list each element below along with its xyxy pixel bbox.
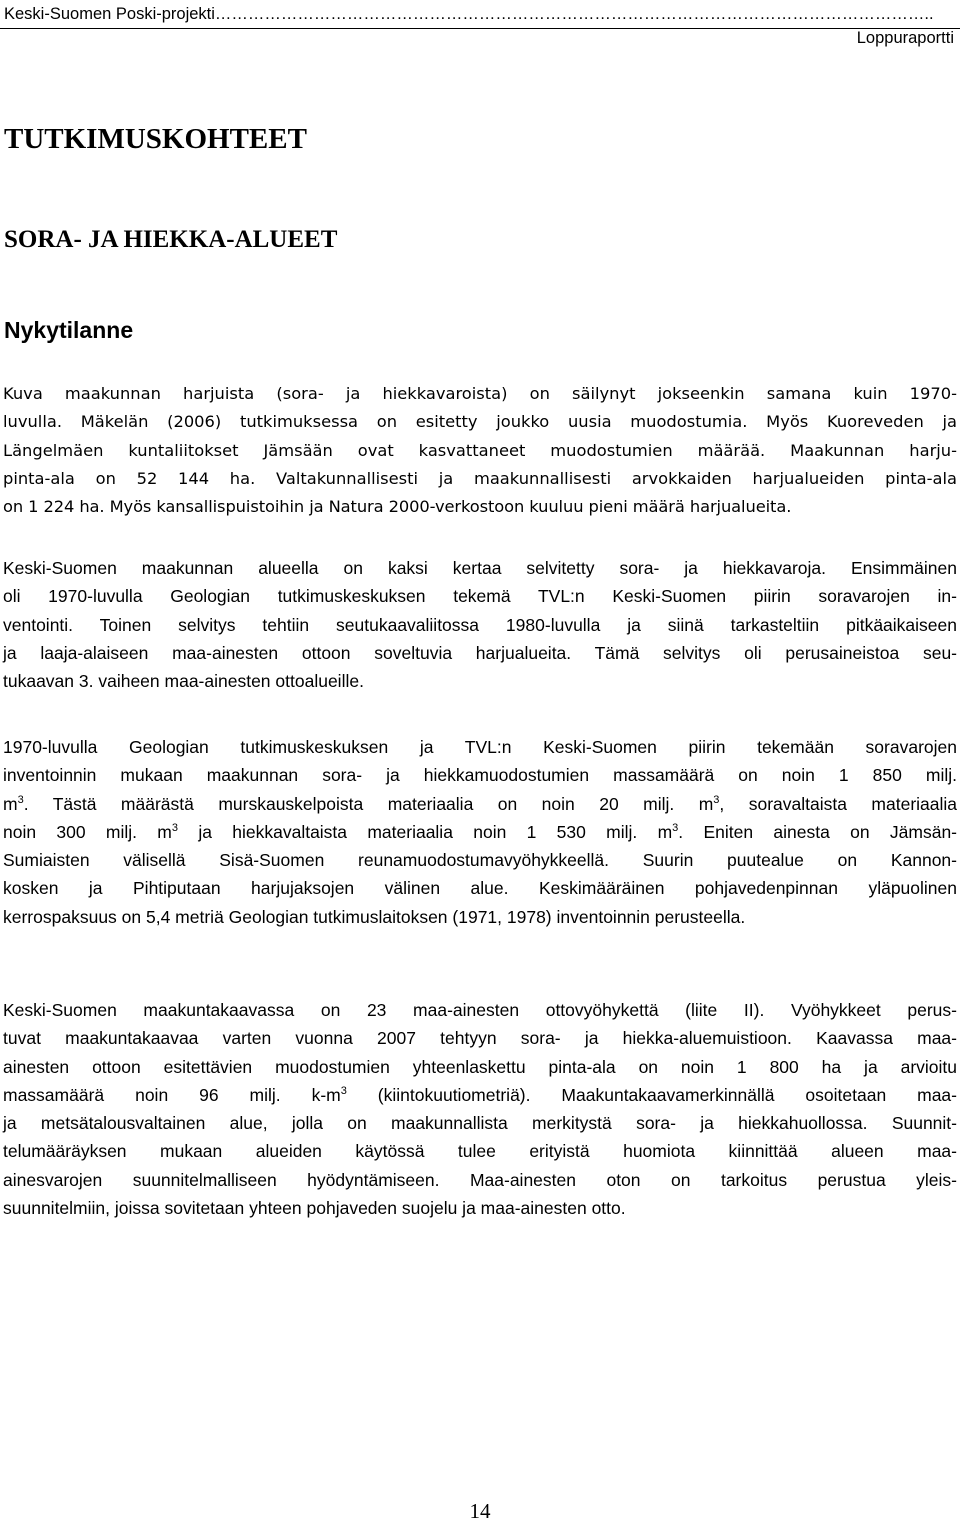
paragraph-line: ainesten ottoon esitettävien muodostumien yhteenlaskettu pinta-ala on noin 1 800 ha ja arvioitu: [3, 1056, 957, 1077]
paragraph-line: tuvat maakuntakaavaa varten vuonna 2007 tehtyyn sora- ja hiekka-aluemuistioon. Kaavassa maa-: [3, 1028, 957, 1049]
paragraph-line: inventoinnin mukaan maakunnan sora- ja hiekkamuodostumien massamäärä on noin 1 850 milj.: [3, 765, 957, 786]
header-report-label: Loppuraportti: [856, 29, 954, 47]
paragraph-line: luvulla. Mäkelän (2006) tutkimuksessa on esitetty joukko uusia muodostumia. Myös Kuoreveden ja: [3, 412, 957, 432]
superscript: 3: [672, 822, 679, 835]
text-run: noin 300 milj. m: [3, 821, 172, 842]
paragraph-line: ja metsätalousvaltainen alue, jolla on maakunnallista merkitystä sora- ja hiekkahuollossa. Suunnit-: [3, 1113, 957, 1134]
paragraph-line: kerrospaksuus on 5,4 metriä Geologian tutkimuslaitoksen (1971, 1978) inventoinnin perusteella.: [3, 906, 746, 927]
text-run: massamäärä noin 96 milj. k-m: [3, 1084, 341, 1105]
paragraph-line: Sumiaisten välisellä Sisä-Suomen reunamuodostumavyöhykkeellä. Suurin puutealue on Kannon-: [3, 850, 957, 871]
paragraph-line: oli 1970-luvulla Geologian tutkimuskeskuksen tekemä TVL:n Keski-Suomen piirin soravarojen in-: [3, 586, 957, 607]
text-run: ja hiekkavaltaista materiaalia noin 1 530 milj. m: [178, 821, 673, 842]
paragraph-line: kosken ja Pihtiputaan harjujaksojen välinen alue. Keskimääräinen pohjavedenpinnan yläpuolinen: [3, 878, 957, 899]
paragraph-line: tukaavan 3. vaiheen maa-ainesten ottoalueille.: [3, 671, 364, 692]
paragraph-line: suunnitelmiin, joissa sovitetaan yhteen pohjaveden suojelu ja maa-ainesten otto.: [3, 1198, 626, 1219]
paragraph-line: on 1 224 ha. Myös kansallispuistoihin ja Natura 2000-verkostoon kuuluu pieni määrä harjualueita.: [3, 497, 792, 517]
superscript: 3: [713, 793, 720, 806]
running-header: [4, 2, 954, 47]
paragraph-regional-plan: [3, 996, 957, 1222]
paragraph-line: Keski-Suomen maakunnan alueella on kaksi kertaa selvitetty sora- ja hiekkavaroja. Ensimmäinen: [3, 558, 957, 578]
header-rule: [0, 28, 960, 29]
paragraph-line: [3, 818, 957, 846]
paragraph-line: ainesvarojen suunnitelmalliseen hyödyntämiseen. Maa-ainesten oton on tarkoitus perustua yleis-: [3, 1169, 957, 1190]
header-project-title: Keski-Suomen Poski-projekti…………………………………………………………………………………………………………………..: [4, 5, 934, 23]
paragraph-line: ja laaja-alaiseen maa-ainesten ottoon soveltuvia harjualueita. Tämä selvitys oli perusaineistoa seu-: [3, 642, 957, 663]
text-run: . Eniten ainesta on Jämsän-: [678, 821, 958, 842]
main-heading: TUTKIMUSKOHTEET: [4, 123, 307, 155]
subsection-heading: Nykytilanne: [4, 317, 134, 343]
text-run: m: [3, 793, 18, 814]
section-heading: SORA- JA HIEKKA-ALUEET: [4, 226, 338, 253]
superscript: 3: [17, 793, 24, 806]
paragraph-surveys: [3, 554, 957, 695]
paragraph-line: [3, 1081, 957, 1109]
paragraph-line: Längelmäen kuntaliitokset Jämsään ovat kasvattaneet muodostumien määrää. Maakunnan harju-: [3, 440, 957, 460]
superscript: 3: [171, 822, 179, 835]
page-number: 14: [469, 1499, 491, 1523]
paragraph-line: 1970-luvulla Geologian tutkimuskeskuksen ja TVL:n Keski-Suomen piirin tekemään soravarojen: [3, 737, 957, 757]
paragraph-line: telumääräyksen mukaan alueiden käytössä tulee erityistä huomiota kiinnittää alueen maa-: [3, 1141, 957, 1162]
paragraph-line: ventointi. Toinen selvitys tehtiin seutukaavaliitossa 1980-luvulla ja siinä tarkasteltiin pitkäaikaiseen: [3, 614, 957, 635]
text-run: (kiintokuutiometriä). Maakuntakaavamerkinnällä osoitetaan maa-: [346, 1084, 957, 1105]
paragraph-line: [3, 790, 957, 818]
paragraph-line: Kuva maakunnan harjuista (sora- ja hiekkavaroista) on säilynyt jokseenkin samana kuin 1970-: [3, 384, 957, 403]
paragraph-current-state: [3, 380, 957, 521]
paragraph-line: pinta-ala on 52 144 ha. Valtakunnallisesti ja maakunnallisesti arvokkaiden harjualueiden pinta-ala: [3, 468, 957, 488]
text-run: , soravaltaista materiaalia: [719, 793, 958, 814]
text-run: . Tästä määrästä murskauskelpoista materiaalia on noin 20 milj. m: [23, 793, 714, 814]
paragraph-line: Keski-Suomen maakuntakaavassa on 23 maa-ainesten ottovyöhykettä (liite II). Vyöhykkeet perus-: [3, 1000, 957, 1020]
paragraph-volumes: [3, 733, 957, 931]
superscript: 3: [340, 1085, 347, 1098]
